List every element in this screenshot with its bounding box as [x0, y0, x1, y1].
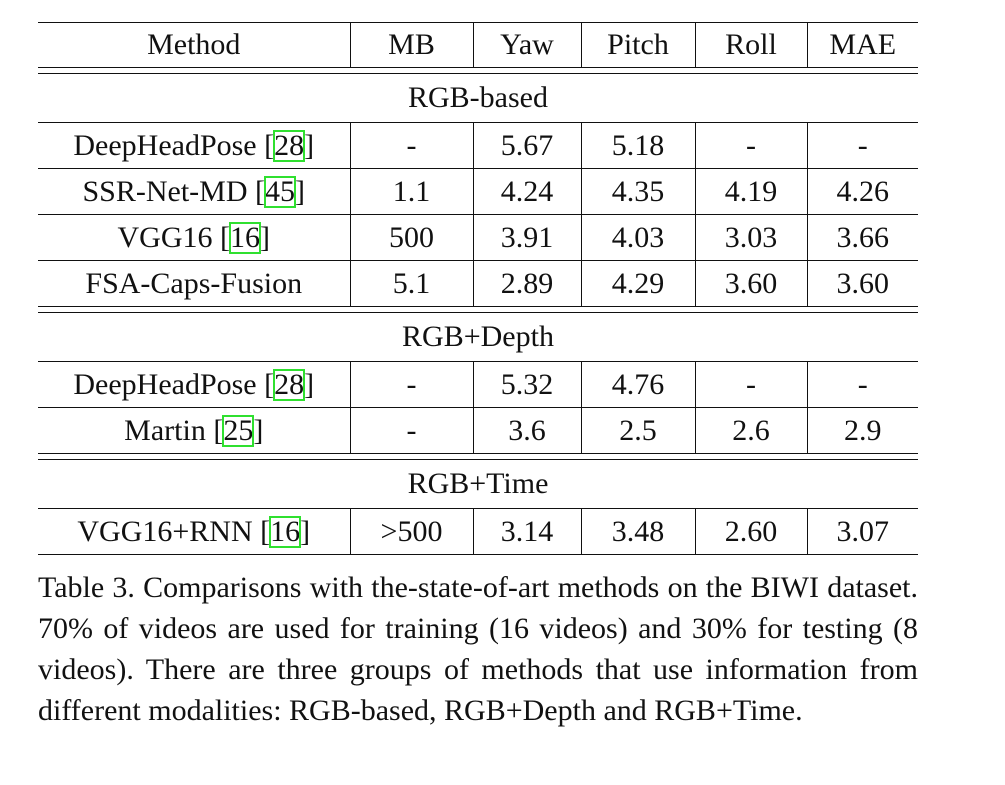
- mae-cell: 2.9: [807, 408, 918, 454]
- roll-cell: 2.60: [695, 509, 807, 555]
- yaw-cell: 3.91: [473, 215, 581, 261]
- results-table: [38, 22, 918, 555]
- roll-cell: 3.03: [695, 215, 807, 261]
- roll-cell: 4.19: [695, 169, 807, 215]
- header-yaw: Yaw: [473, 23, 581, 68]
- method-cell: VGG16+RNN [16]: [38, 509, 350, 555]
- yaw-cell: 5.67: [473, 123, 581, 169]
- pitch-cell: 3.48: [581, 509, 695, 555]
- mae-cell: 4.26: [807, 169, 918, 215]
- citation-link[interactable]: 16: [230, 220, 260, 254]
- pitch-cell: 4.35: [581, 169, 695, 215]
- header-pitch: Pitch: [581, 23, 695, 68]
- table-caption: Table 3. Comparisons with the-state-of-art methods on the BIWI dataset. 70% of videos are used for training (16 videos) and 30% for testing (8 videos). There are three groups of methods that use information from different modalities: RGB-based, RGB+Depth and RGB+Time.: [38, 571, 918, 727]
- yaw-cell: 3.6: [473, 408, 581, 454]
- mb-cell: 500: [350, 215, 473, 261]
- citation-link[interactable]: 28: [274, 367, 305, 401]
- citation-link[interactable]: 25: [223, 413, 254, 447]
- pitch-cell: 2.5: [581, 408, 695, 454]
- table-row: [38, 215, 918, 261]
- group-label-row: [38, 460, 918, 509]
- method-cell: Martin [25]: [38, 408, 350, 454]
- table-row: [38, 123, 918, 169]
- method-cell: DeepHeadPose [28]: [38, 123, 350, 169]
- method-cell: VGG16 [16]: [38, 215, 350, 261]
- method-name: DeepHeadPose: [73, 367, 257, 401]
- pitch-cell: 4.76: [581, 362, 695, 408]
- mae-cell: -: [807, 362, 918, 408]
- header-row: [38, 23, 918, 68]
- method-cell: DeepHeadPose [28]: [38, 362, 350, 408]
- group-label-row: [38, 74, 918, 123]
- mb-cell: -: [350, 408, 473, 454]
- mae-cell: 3.07: [807, 509, 918, 555]
- mae-cell: 3.66: [807, 215, 918, 261]
- mb-cell: -: [350, 362, 473, 408]
- method-name: Martin: [124, 413, 206, 447]
- roll-cell: 2.6: [695, 408, 807, 454]
- yaw-cell: 5.32: [473, 362, 581, 408]
- group-label: RGB+Depth: [402, 320, 554, 353]
- header-roll: Roll: [695, 23, 807, 68]
- method-name: DeepHeadPose: [73, 128, 257, 162]
- mae-cell: 3.60: [807, 261, 918, 307]
- yaw-cell: 3.14: [473, 509, 581, 555]
- group-label-row: [38, 313, 918, 362]
- header-mb: MB: [350, 23, 473, 68]
- method-cell: SSR-Net-MD [45]: [38, 169, 350, 215]
- mb-cell: 1.1: [350, 169, 473, 215]
- method-name: FSA-Caps-Fusion: [85, 266, 303, 300]
- table-row: [38, 261, 918, 307]
- table-row: [38, 408, 918, 454]
- method-name: VGG16+RNN: [77, 514, 253, 548]
- group-rgb-time: [38, 454, 918, 555]
- mb-cell: 5.1: [350, 261, 473, 307]
- header-mae: MAE: [807, 23, 918, 68]
- pitch-cell: 4.29: [581, 261, 695, 307]
- group-label: RGB+Time: [407, 467, 549, 500]
- roll-cell: 3.60: [695, 261, 807, 307]
- header-method: Method: [147, 28, 241, 61]
- group-label: RGB-based: [408, 81, 548, 114]
- roll-cell: -: [695, 123, 807, 169]
- table-row: [38, 509, 918, 555]
- mb-cell: >500: [350, 509, 473, 555]
- method-cell: [38, 261, 350, 307]
- method-name: SSR-Net-MD: [82, 174, 248, 208]
- pitch-cell: 5.18: [581, 123, 695, 169]
- mae-cell: -: [807, 123, 918, 169]
- yaw-cell: 2.89: [473, 261, 581, 307]
- method-name: VGG16: [117, 220, 213, 254]
- citation-link[interactable]: 16: [270, 514, 301, 548]
- table-row: [38, 362, 918, 408]
- group-rgb-depth: [38, 307, 918, 454]
- yaw-cell: 4.24: [473, 169, 581, 215]
- mb-cell: -: [350, 123, 473, 169]
- table-row: [38, 169, 918, 215]
- group-rgb-based: [38, 68, 918, 307]
- roll-cell: -: [695, 362, 807, 408]
- pitch-cell: 4.03: [581, 215, 695, 261]
- citation-link[interactable]: 45: [265, 174, 295, 208]
- citation-link[interactable]: 28: [274, 128, 305, 162]
